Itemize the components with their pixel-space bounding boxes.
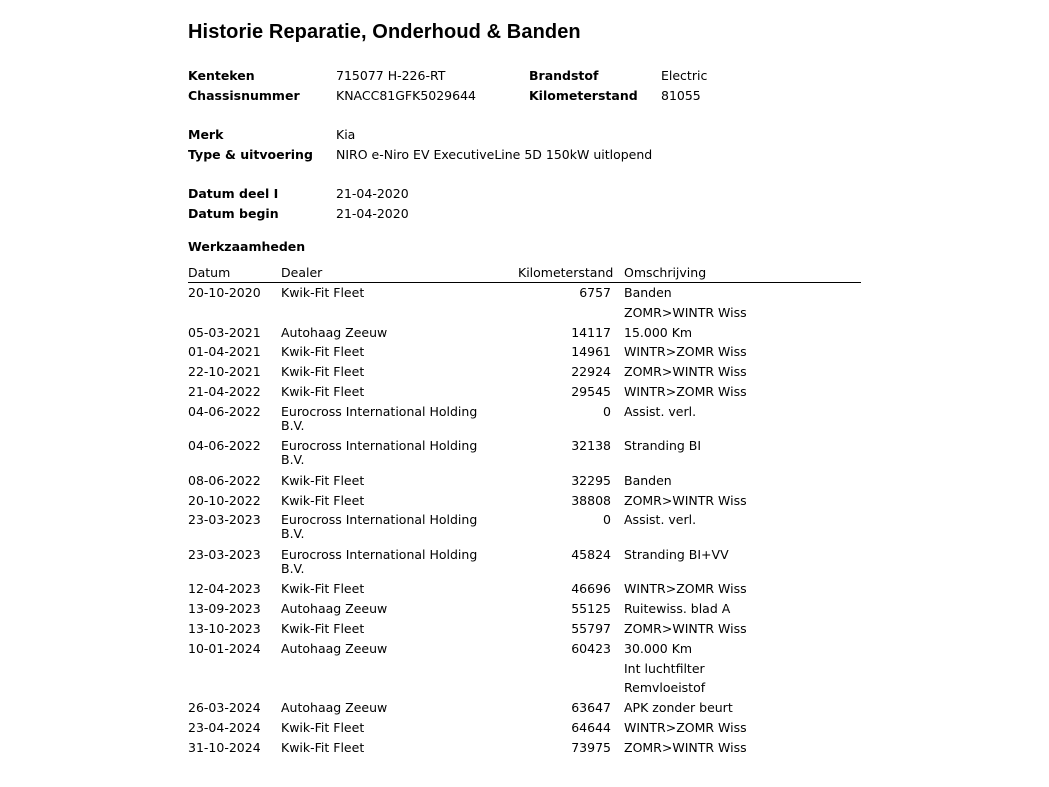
row-omschrijving: WINTR>ZOMR Wiss — [624, 581, 747, 597]
row-dealer: Kwik-Fit Fleet — [281, 344, 365, 360]
row-omschrijving: WINTR>ZOMR Wiss — [624, 344, 747, 360]
row-omschrijving: Banden — [624, 472, 672, 488]
row-datum: 26-03-2024 — [188, 700, 261, 716]
table-row — [188, 659, 861, 679]
row-kilometerstand: 6757 — [579, 285, 611, 300]
row-datum: 23-04-2024 — [188, 719, 261, 735]
page-title: Historie Reparatie, Onderhoud & Banden — [188, 21, 581, 43]
row-datum: 31-10-2024 — [188, 739, 261, 755]
row-dealer: Autohaag Zeeuw — [281, 601, 388, 617]
table-row — [188, 738, 861, 758]
info-row-datum-deel — [188, 184, 868, 204]
chassis-value: KNACC81GFK5029644 — [336, 88, 476, 103]
table-row — [188, 436, 861, 471]
row-omschrijving: ZOMR>WINTR Wiss — [624, 739, 747, 755]
table-row — [188, 599, 861, 619]
table-row — [188, 362, 861, 382]
table-row — [188, 619, 861, 639]
type-label: Type & uitvoering — [188, 147, 313, 162]
row-datum: 20-10-2020 — [188, 285, 261, 300]
row-dealer: Kwik-Fit Fleet — [281, 581, 365, 597]
row-datum: 20-10-2022 — [188, 492, 261, 508]
row-omschrijving: ZOMR>WINTR Wiss — [624, 304, 747, 320]
table-row — [188, 323, 861, 343]
datum-deel-label: Datum deel I — [188, 186, 279, 201]
row-omschrijving: Banden — [624, 285, 672, 300]
header-kilometerstand: Kilometerstand — [518, 265, 614, 280]
row-omschrijving: 15.000 Km — [624, 324, 693, 340]
kilometerstand-label: Kilometerstand — [529, 88, 638, 103]
row-datum: 21-04-2022 — [188, 383, 261, 399]
row-kilometerstand: 22924 — [571, 364, 611, 380]
info-row-merk — [188, 125, 868, 145]
row-dealer: Kwik-Fit Fleet — [281, 620, 365, 636]
row-kilometerstand: 0 — [603, 512, 611, 528]
table-row — [188, 283, 861, 303]
row-datum: 01-04-2021 — [188, 344, 261, 360]
row-omschrijving: WINTR>ZOMR Wiss — [624, 383, 747, 399]
row-kilometerstand: 46696 — [571, 581, 611, 597]
info-row-kenteken — [188, 66, 868, 86]
row-kilometerstand: 63647 — [571, 700, 611, 716]
row-omschrijving: 30.000 Km — [624, 640, 693, 656]
merk-value: Kia — [336, 127, 356, 142]
row-datum: 22-10-2021 — [188, 364, 261, 380]
vehicle-info-block-3 — [188, 184, 868, 224]
row-kilometerstand: 60423 — [571, 640, 611, 656]
vehicle-info-block-2 — [188, 125, 868, 165]
info-row-type — [188, 145, 868, 165]
row-datum: 13-10-2023 — [188, 620, 261, 636]
row-dealer: Kwik-Fit Fleet — [281, 719, 365, 735]
table-row — [188, 491, 861, 511]
werkzaamheden-title: Werkzaamheden — [188, 239, 306, 254]
row-dealer: Autohaag Zeeuw — [281, 700, 388, 716]
row-dealer: Eurocross International Holding B.V. — [281, 512, 478, 542]
type-value: NIRO e-Niro EV ExecutiveLine 5D 150kW uitlopend — [336, 147, 653, 162]
row-datum: 13-09-2023 — [188, 601, 261, 617]
row-dealer: Kwik-Fit Fleet — [281, 472, 365, 488]
row-dealer: Kwik-Fit Fleet — [281, 383, 365, 399]
brandstof-value: Electric — [661, 68, 708, 83]
table-row — [188, 471, 861, 491]
table-row — [188, 303, 861, 323]
row-kilometerstand: 55125 — [571, 601, 611, 617]
row-omschrijving: ZOMR>WINTR Wiss — [624, 620, 747, 636]
row-omschrijving: Assist. verl. — [624, 512, 697, 528]
row-kilometerstand: 32295 — [571, 472, 611, 488]
table-row — [188, 382, 861, 402]
merk-label: Merk — [188, 127, 224, 142]
table-row — [188, 698, 861, 718]
row-dealer: Kwik-Fit Fleet — [281, 285, 365, 300]
row-dealer: Eurocross International Holding B.V. — [281, 403, 478, 433]
row-omschrijving: Int luchtfilter — [624, 660, 705, 676]
row-kilometerstand: 29545 — [571, 383, 611, 399]
kenteken-value: 715077 H-226-RT — [336, 68, 446, 83]
table-row — [188, 545, 861, 580]
row-dealer: Autohaag Zeeuw — [281, 324, 388, 340]
werkzaamheden-table-body — [188, 283, 861, 758]
table-row — [188, 342, 861, 362]
row-omschrijving: Stranding BI+VV — [624, 546, 729, 562]
datum-begin-label: Datum begin — [188, 206, 279, 221]
row-kilometerstand: 55797 — [571, 620, 611, 636]
table-row — [188, 678, 861, 698]
row-datum: 04-06-2022 — [188, 403, 261, 419]
row-kilometerstand: 14117 — [571, 324, 611, 340]
row-kilometerstand: 32138 — [571, 438, 611, 454]
row-dealer: Eurocross International Holding B.V. — [281, 546, 478, 576]
table-row — [188, 510, 861, 545]
table-row — [188, 579, 861, 599]
row-omschrijving: Ruitewiss. blad A — [624, 601, 731, 617]
kilometerstand-value: 81055 — [661, 88, 701, 103]
chassis-label: Chassisnummer — [188, 88, 300, 103]
row-datum: 08-06-2022 — [188, 472, 261, 488]
row-dealer: Kwik-Fit Fleet — [281, 492, 365, 508]
row-dealer: Autohaag Zeeuw — [281, 640, 388, 656]
header-omschrijving: Omschrijving — [624, 265, 707, 280]
row-datum: 04-06-2022 — [188, 438, 261, 454]
datum-deel-value: 21-04-2020 — [336, 186, 409, 201]
row-kilometerstand: 0 — [603, 403, 611, 419]
row-dealer: Eurocross International Holding B.V. — [281, 438, 478, 468]
row-kilometerstand: 64644 — [571, 719, 611, 735]
row-omschrijving: ZOMR>WINTR Wiss — [624, 492, 747, 508]
row-kilometerstand: 45824 — [571, 546, 611, 562]
table-row — [188, 402, 861, 437]
row-dealer: Kwik-Fit Fleet — [281, 364, 365, 380]
row-dealer: Kwik-Fit Fleet — [281, 739, 365, 755]
datum-begin-value: 21-04-2020 — [336, 206, 409, 221]
row-kilometerstand: 38808 — [571, 492, 611, 508]
info-row-datum-begin — [188, 204, 868, 224]
row-omschrijving: WINTR>ZOMR Wiss — [624, 719, 747, 735]
header-dealer: Dealer — [281, 265, 323, 280]
row-omschrijving: Remvloeistof — [624, 680, 706, 696]
row-datum: 10-01-2024 — [188, 640, 261, 656]
row-kilometerstand: 73975 — [571, 739, 611, 755]
row-datum: 23-03-2023 — [188, 546, 261, 562]
row-omschrijving: Assist. verl. — [624, 403, 697, 419]
vehicle-info-block-1 — [188, 66, 868, 106]
info-row-chassis — [188, 86, 868, 106]
table-row — [188, 718, 861, 738]
row-omschrijving: Stranding BI — [624, 438, 702, 454]
row-datum: 12-04-2023 — [188, 581, 261, 597]
row-omschrijving: APK zonder beurt — [624, 700, 733, 716]
row-kilometerstand: 14961 — [571, 344, 611, 360]
header-datum: Datum — [188, 265, 231, 280]
row-omschrijving: ZOMR>WINTR Wiss — [624, 364, 747, 380]
kenteken-label: Kenteken — [188, 68, 255, 83]
row-datum: 05-03-2021 — [188, 324, 261, 340]
brandstof-label: Brandstof — [529, 68, 599, 83]
table-header — [188, 263, 861, 283]
table-row — [188, 639, 861, 659]
row-datum: 23-03-2023 — [188, 512, 261, 528]
